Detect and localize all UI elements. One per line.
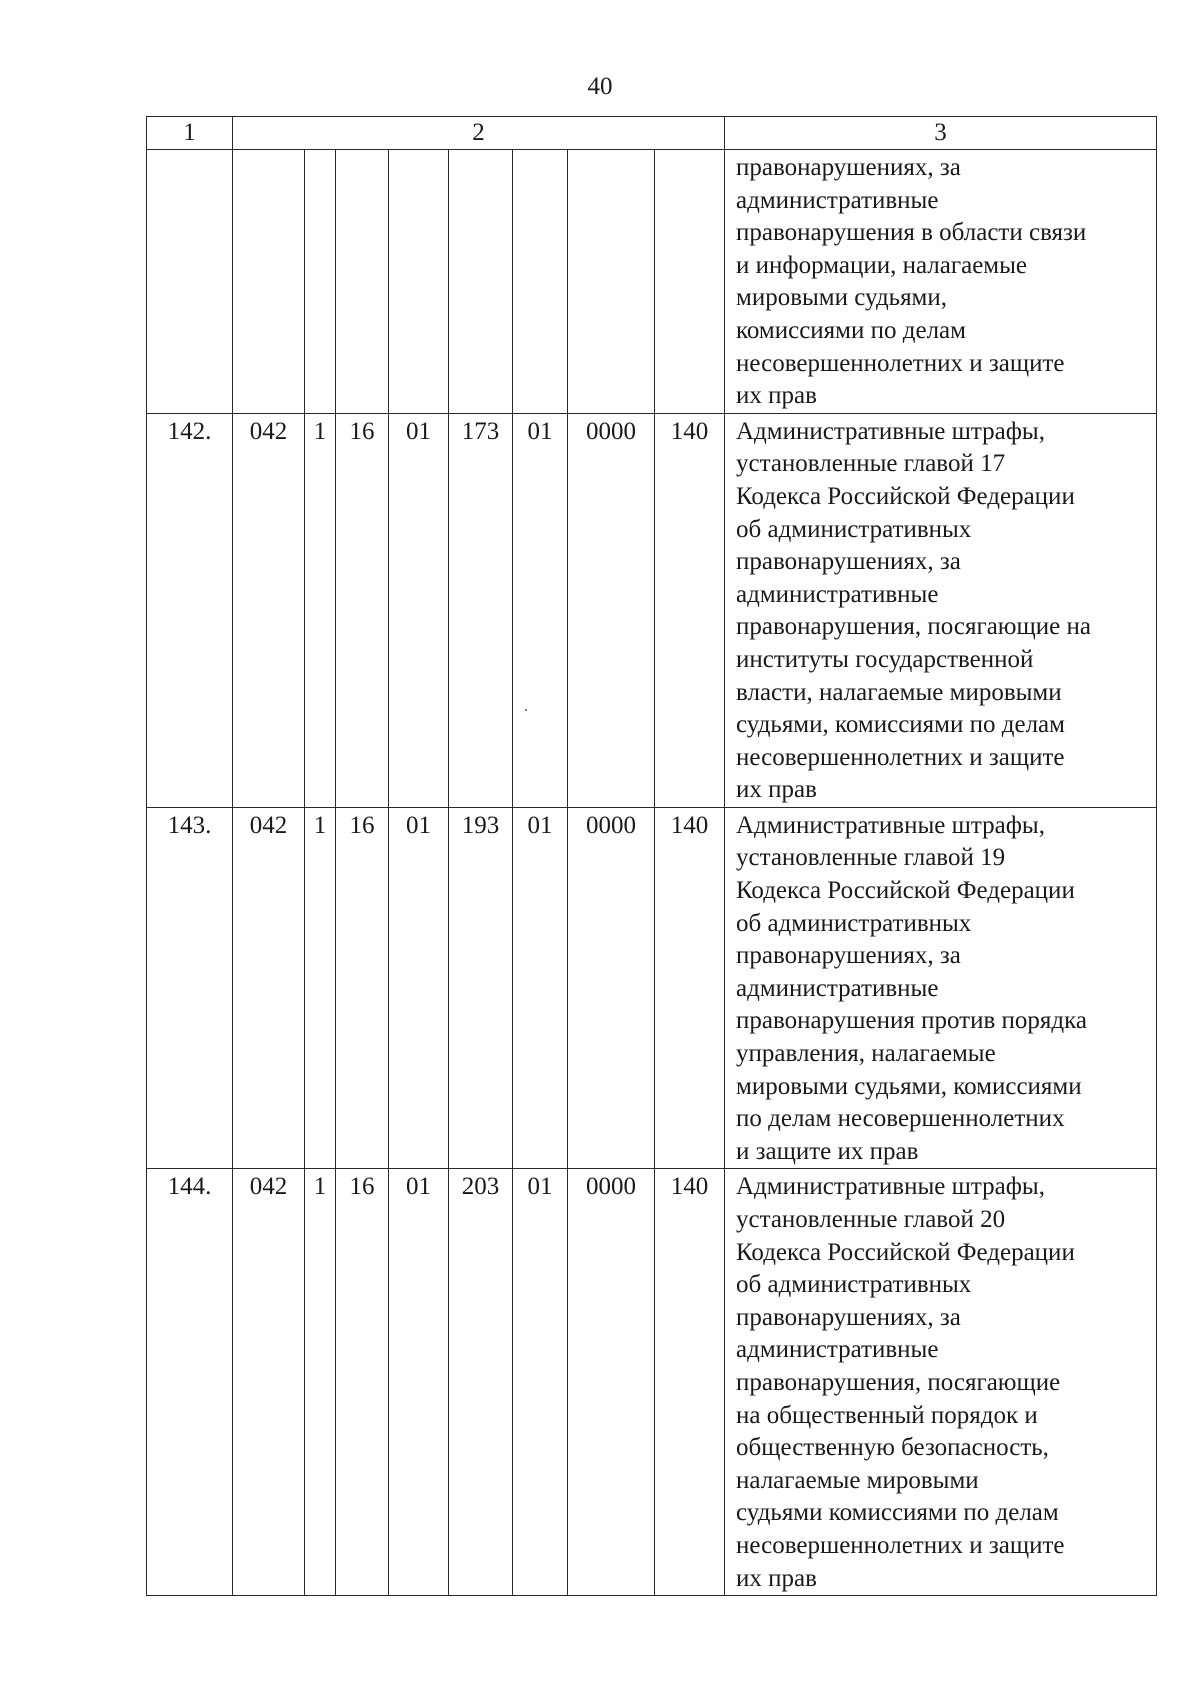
description-cell <box>725 150 1157 414</box>
description-line: Кодекса Российской Федерации <box>736 1238 1075 1266</box>
description-line: правонарушениях, за <box>736 154 961 181</box>
description-line: несовершеннолетних и защите <box>736 1531 1065 1559</box>
description-line: правонарушения против порядка <box>736 1007 1087 1035</box>
description-line: административные <box>736 1336 939 1364</box>
description-line: комиссиями по делам <box>736 316 966 344</box>
code-cell: 140 <box>655 1169 725 1596</box>
page-number: 40 <box>587 73 613 100</box>
description-line: налагаемые мировыми <box>736 1466 979 1494</box>
row-number-cell: 142. <box>147 413 233 807</box>
code-cell: 193 <box>449 807 513 1169</box>
description-line: правонарушениях, за <box>736 1303 961 1331</box>
description-line: установленные главой 19 <box>736 844 1006 872</box>
row-number-cell: 143. <box>147 807 233 1169</box>
code-cell: 01 <box>389 413 449 807</box>
description-line: установленные главой 17 <box>736 450 1006 478</box>
code-cell: 140 <box>655 807 725 1169</box>
description-line: об административных <box>736 909 972 937</box>
code-cell <box>389 150 449 414</box>
code-cell: 16 <box>336 1169 389 1596</box>
code-cell: 16 <box>336 807 389 1169</box>
table-header-row <box>147 117 1157 150</box>
description-line: и информации, налагаемые <box>736 251 1028 279</box>
description-line: управления, налагаемые <box>736 1040 996 1068</box>
code-cell: 16 <box>336 413 389 807</box>
description-line: институты государственной <box>736 645 1034 673</box>
code-cell: 140 <box>655 413 725 807</box>
scan-speck <box>525 709 527 711</box>
code-cell: 1 <box>305 1169 336 1596</box>
description-line: их прав <box>736 382 817 410</box>
code-cell: 01 <box>513 807 568 1169</box>
description-cell <box>725 413 1157 807</box>
code-cell: 0000 <box>568 1169 655 1596</box>
description-line: их прав <box>736 1564 817 1592</box>
table-row-continuation <box>147 150 1157 414</box>
description-line: правонарушения, посягающие на <box>736 613 1091 641</box>
description-line: административные <box>736 580 939 608</box>
code-cell: 173 <box>449 413 513 807</box>
code-cell: 042 <box>233 413 305 807</box>
code-cell: 1 <box>305 807 336 1169</box>
code-cell: 01 <box>389 1169 449 1596</box>
code-cell: 203 <box>449 1169 513 1596</box>
description-line: административные <box>736 186 939 214</box>
code-cell <box>305 150 336 414</box>
table-row <box>147 1169 1157 1596</box>
description-line: власти, налагаемые мировыми <box>736 678 1062 706</box>
code-cell: 01 <box>513 1169 568 1596</box>
table-row <box>147 413 1157 807</box>
description-line: установленные главой 20 <box>736 1206 1006 1233</box>
description-line: мировыми судьями, <box>736 284 948 312</box>
description-line: Кодекса Российской Федерации <box>736 877 1075 905</box>
code-cell: 1 <box>305 413 336 807</box>
code-registry-table <box>146 116 1157 1596</box>
description-line: Административные штрафы, <box>736 417 1045 445</box>
code-cell: 042 <box>233 807 305 1169</box>
code-cell <box>336 150 389 414</box>
description-line: по делам несовершеннолетних <box>736 1105 1065 1133</box>
column-header-number: 1 <box>147 117 233 150</box>
description-line: правонарушениях, за <box>736 548 961 576</box>
description-line: несовершеннолетних и защите <box>736 349 1065 377</box>
description-line: Административные штрафы, <box>736 1173 1045 1201</box>
code-cell <box>655 150 725 414</box>
column-header-description: 3 <box>725 117 1157 150</box>
code-cell: 0000 <box>568 413 655 807</box>
description-cell <box>725 1169 1157 1596</box>
code-cell: 042 <box>233 1169 305 1596</box>
description-line: их прав <box>736 776 817 804</box>
description-line: правонарушения в области связи <box>736 219 1087 247</box>
description-line: на общественный порядок и <box>736 1401 1038 1429</box>
description-line: правонарушения, посягающие <box>736 1368 1061 1396</box>
row-number-cell <box>147 150 233 414</box>
code-cell <box>513 150 568 414</box>
description-line: правонарушениях, за <box>736 942 961 970</box>
code-cell: 01 <box>389 807 449 1169</box>
code-cell: 0000 <box>568 807 655 1169</box>
description-line: и защите их прав <box>736 1137 919 1165</box>
description-line: Кодекса Российской Федерации <box>736 482 1075 510</box>
description-cell <box>725 807 1157 1169</box>
description-line: об административных <box>736 515 972 543</box>
description-line: Административные штрафы, <box>736 811 1045 839</box>
description-line: общественную безопасность, <box>736 1434 1049 1462</box>
code-cell <box>449 150 513 414</box>
column-header-code: 2 <box>233 117 725 150</box>
table-row <box>147 807 1157 1169</box>
row-number-cell: 144. <box>147 1169 233 1596</box>
description-line: судьями комиссиями по делам <box>736 1499 1059 1527</box>
description-line: судьями, комиссиями по делам <box>736 711 1065 739</box>
code-cell <box>568 150 655 414</box>
code-cell <box>233 150 305 414</box>
description-line: несовершеннолетних и защите <box>736 743 1065 771</box>
description-line: об административных <box>736 1271 972 1299</box>
description-line: мировыми судьями, комиссиями <box>736 1072 1082 1100</box>
code-cell: 01 <box>513 413 568 807</box>
description-line: административные <box>736 974 939 1002</box>
